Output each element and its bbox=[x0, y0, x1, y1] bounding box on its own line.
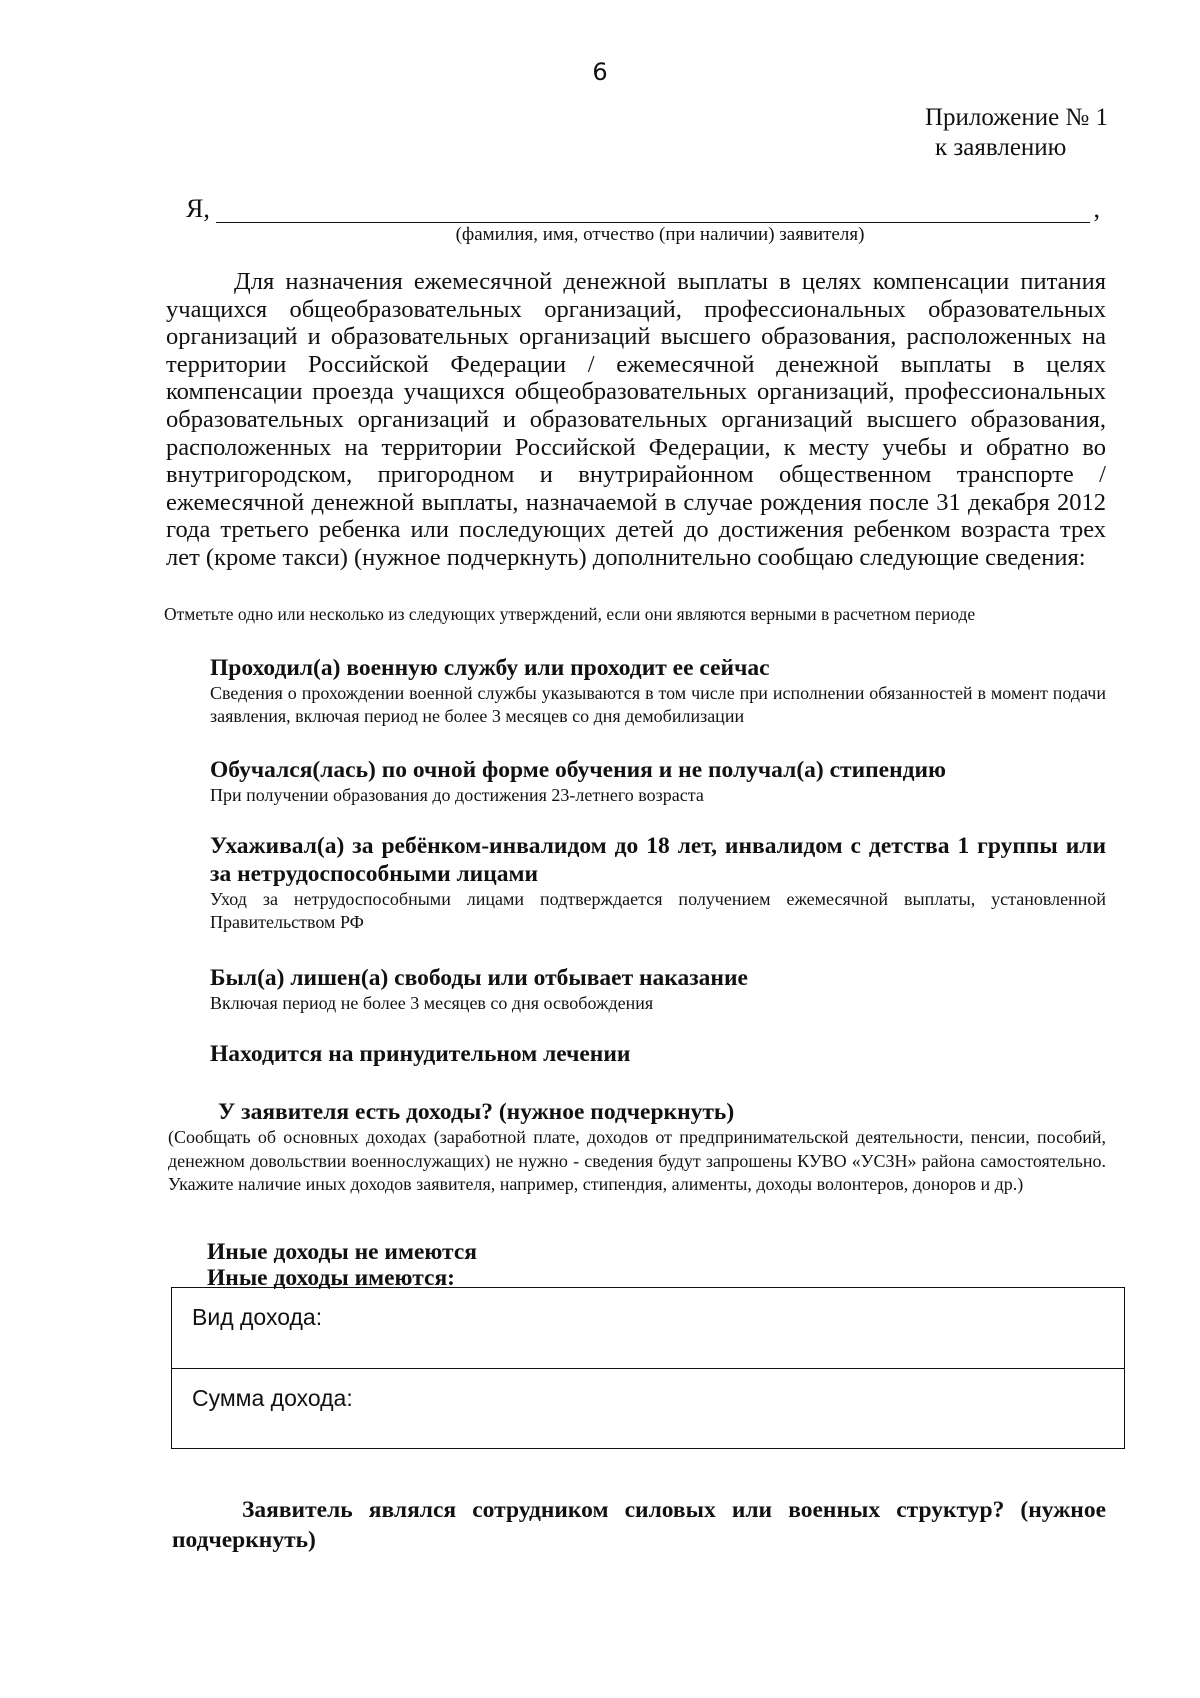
income-option-some[interactable]: Иные доходы имеются: bbox=[207, 1265, 455, 1291]
statement-note: При получении образования до достижения 23-летнего возраста bbox=[210, 785, 704, 805]
statement-treatment[interactable] bbox=[210, 1040, 1106, 1068]
page-number: 6 bbox=[592, 58, 608, 86]
applicant-name-field[interactable] bbox=[216, 222, 1090, 223]
annex-header bbox=[925, 103, 1108, 163]
annex-line-1: Приложение № 1 bbox=[925, 104, 1109, 131]
income-type-label: Вид дохода: bbox=[192, 1304, 323, 1330]
income-type-row[interactable] bbox=[172, 1288, 1124, 1369]
statement-note: Сведения о прохождении военной службы указываются в том числе при исполнении обязанностей в момент подачи заявления, включая период не более 3 месяцев со дня демобилизации bbox=[210, 683, 1106, 726]
intro-paragraph bbox=[166, 268, 1106, 572]
force-structures-question bbox=[172, 1495, 1106, 1555]
statement-title: Находится на принудительном лечении bbox=[210, 1041, 631, 1067]
statement-care[interactable] bbox=[210, 832, 1106, 934]
statement-title: Был(а) лишен(а) свободы или отбывает наказание bbox=[210, 965, 748, 991]
income-table bbox=[171, 1287, 1125, 1449]
applicant-name-row bbox=[186, 194, 1104, 228]
force-structures-question-text: Заявитель являлся сотрудником силовых или военных структур? (нужное подчеркнуть) bbox=[172, 1497, 1106, 1553]
statement-title: Проходил(а) военную службу или проходит ее сейчас bbox=[210, 655, 770, 681]
statement-education[interactable] bbox=[210, 756, 1106, 807]
income-option-none[interactable]: Иные доходы не имеются bbox=[207, 1239, 478, 1265]
mark-instructions: Отметьте одно или несколько из следующих утверждений, если они являются верными в расчетном периоде bbox=[164, 604, 976, 624]
intro-text: Для назначения ежемесячной денежной выплаты в целях компенсации питания учащихся общеобразовательных организаций, профессиональных образовательных организаций и образовательных организаций высшего образования, расположенных на территории Российской Федерации / ежемесячной денежной выплаты в целях компенсации проезда учащихся общеобразовательных организаций, профессиональных образовательных организаций и образовательных организаций высшего образования, расположенных на территории Российской Федерации, к месту учебы и обратно во внутригородском, пригородном и внутрирайонном общественном транспорте / ежемесячной денежной выплаты, назначаемой в случае рождения после 31 декабря 2012 года третьего ребенка или последующих детей до достижения ребенком возраста трех лет (кроме такси) (нужное подчеркнуть) дополнительно сообщаю следующие сведения: bbox=[166, 268, 1106, 571]
income-question: У заявителя есть доходы? (нужное подчеркнуть) bbox=[218, 1099, 735, 1125]
statement-note: Уход за нетрудоспособными лицами подтверждается получением ежемесячной выплаты, установленной Правительством РФ bbox=[210, 889, 1106, 932]
income-note: (Сообщать об основных доходах (заработной плате, доходов от предпринимательской деятельности, пенсии, пособий, денежном довольствии военнослужащих) не нужно - сведения будут запрошены КУВО «УСЗН» района самостоятельно. Укажите наличие иных доходов заявителя, например, стипендия, алименты, доходы волонтеров, доноров и др.) bbox=[168, 1127, 1106, 1194]
income-amount-row[interactable] bbox=[172, 1369, 1124, 1449]
applicant-suffix: , bbox=[1093, 194, 1100, 223]
income-amount-label: Сумма дохода: bbox=[192, 1385, 353, 1411]
statement-imprisonment[interactable] bbox=[210, 964, 1106, 1015]
statement-title: Ухаживал(а) за ребёнком-инвалидом до 18 лет, инвалидом с детства 1 группы или за нетрудоспособными лицами bbox=[210, 833, 1106, 887]
applicant-name-caption: (фамилия, имя, отчество (при наличии) заявителя) bbox=[455, 224, 865, 245]
annex-line-2: к заявлению bbox=[935, 134, 1067, 161]
statement-title: Обучался(лась) по очной форме обучения и не получал(а) стипендию bbox=[210, 757, 947, 783]
statement-note: Включая период не более 3 месяцев со дня освобождения bbox=[210, 993, 654, 1013]
applicant-prefix: Я, bbox=[186, 194, 210, 223]
statement-military[interactable] bbox=[210, 654, 1106, 728]
